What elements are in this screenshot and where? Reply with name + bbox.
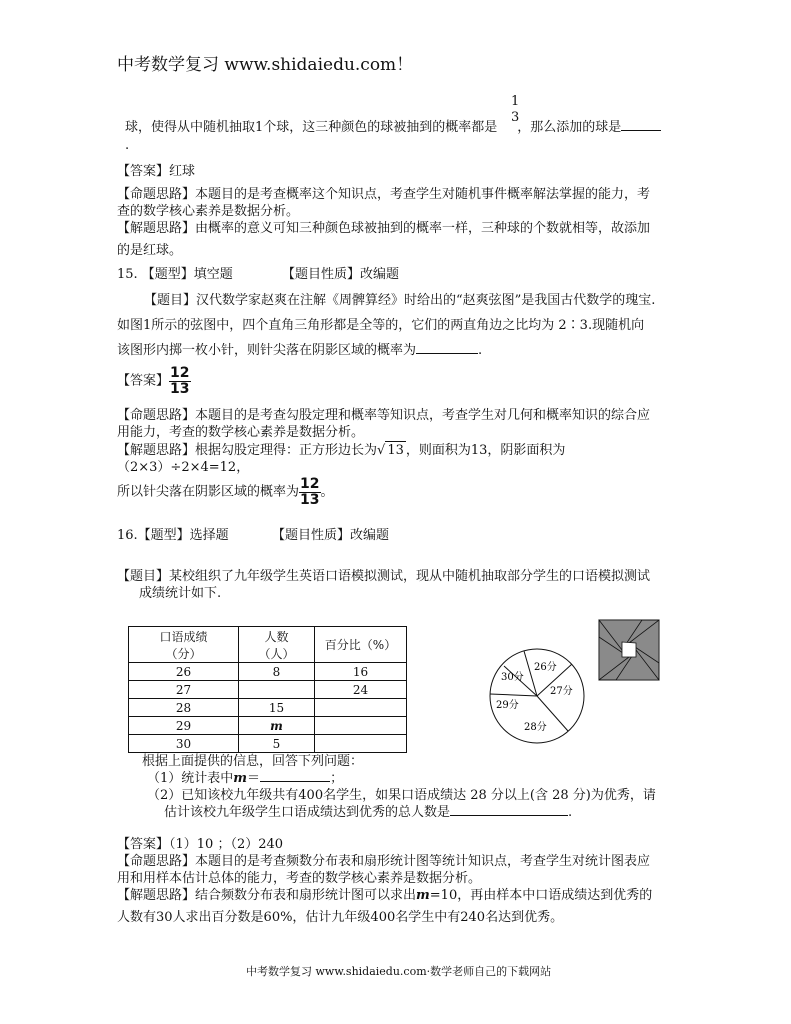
page-header: 中考数学复习 www.shidaiedu.com！ <box>117 55 414 75</box>
q14-line1: 球，使得从中随机抽取1个球，这三种颜色的球被抽到的概率都是 ，那么添加的球是 <box>125 119 661 137</box>
pie-label-28: 28分 <box>524 722 547 733</box>
q14-fraction: 1 3 <box>511 94 520 125</box>
pie-chart <box>482 646 592 746</box>
q16-stem-1: 【题目】某校组织了九年级学生英语口语模拟测试，现从中随机抽取部分学生的口语模拟测试 <box>117 569 651 584</box>
q15-idea-2: 用能力，考查的数学核心素养是数据分析。 <box>117 425 365 440</box>
q15-solve-1: 【解题思路】根据勾股定理得：正方形边长为√ 13 ，则面积为13，阴影面积为 <box>117 443 566 458</box>
q15-stem-2: 如图1所示的弦图中，四个直角三角形都是全等的，它们的两直角边之比均为 2∶3.现随机向 <box>117 318 645 333</box>
table-row: 27 24 <box>129 681 407 699</box>
q16-solve-2: 人数有30人求出百分数是60%，估计九年级400名学生中有240名达到优秀。 <box>117 910 564 925</box>
q14-idea-2: 查的数学核心素养是数据分析。 <box>117 204 300 219</box>
q16-part-2a: （2）已知该校九年级共有400名学生，如果口语成绩达 28 分以上(含 28 分)为优秀，请 <box>147 788 656 803</box>
table-header-score: 口语成绩 （分） <box>129 627 239 663</box>
q15-answer-blank <box>416 342 478 354</box>
q16-part2-blank <box>450 804 568 816</box>
q16-stem-2: 成绩统计如下. <box>139 586 222 601</box>
q15-answer: 【答案】 $\frac{12}{13}$ <box>117 365 190 397</box>
table-row: 30 5 <box>129 735 407 753</box>
pie-label-29: 29分 <box>496 700 519 711</box>
q15-stem-1: 【题目】汉代数学家赵爽在注解《周髀算经》时给出的“赵爽弦图”是我国古代数学的瑰宝. <box>144 293 656 308</box>
q15-solve-3: 所以针尖落在阴影区域的概率为 $\frac{12}{13}$ 。 <box>117 476 334 508</box>
q14-answer-blank <box>621 119 661 131</box>
pie-label-30: 30分 <box>501 672 524 683</box>
q15-stem-3: 该图形内掷一枚小针，则针尖落在阴影区域的概率为 . <box>117 343 483 358</box>
pie-label-27: 27分 <box>550 686 573 697</box>
score-table <box>128 626 407 753</box>
q15-nature: 【题目性质】改编题 <box>282 267 400 282</box>
table-row: 26 8 16 <box>129 663 407 681</box>
q14-idea-1: 【命题思路】本题目的是考查概率这个知识点，考查学生对随机事件概率解法掌握的能力，考 <box>117 187 651 202</box>
q16-idea-2: 用和用样本估计总体的能力，考查的数学核心素养是数据分析。 <box>117 871 482 886</box>
q16-part-2b: 估计该校九年级学生口语成绩达到优秀的总人数是 . <box>164 805 573 820</box>
zhao-shuang-diagram <box>598 619 660 681</box>
q16-head: 16.【题型】选择题 <box>117 528 229 543</box>
q14-line2: . <box>125 138 130 153</box>
q16-after: 根据上面提供的信息，回答下列问题： <box>142 754 364 769</box>
q15-idea-1: 【命题思路】本题目的是考查勾股定理和概率等知识点，考查学生对几何和概率知识的综合应 <box>117 408 651 423</box>
q16-part-1: （1）统计表中m＝ ； <box>147 771 344 786</box>
table-row: 29 m <box>129 717 407 735</box>
q16-solve-1: 【解题思路】结合频数分布表和扇形统计图可以求出m=10，再由样本中口语成绩达到优秀的 <box>117 888 653 903</box>
page-footer: 中考数学复习 www.shidaiedu.com·数学老师自己的下载网站 <box>246 965 552 978</box>
q15-head: 15. 【题型】填空题 <box>117 267 233 282</box>
pie-label-26: 26分 <box>534 662 557 673</box>
q16-idea-1: 【命题思路】本题目的是考查频数分布表和扇形统计图等统计知识点，考查学生对统计图表应 <box>117 854 651 869</box>
table-row: 28 15 <box>129 699 407 717</box>
q14-solve-2: 的是红球。 <box>117 243 183 258</box>
table-header-count: 人数 （人） <box>239 627 315 663</box>
q16-answer: 【答案】（1）10 ；（2）240 <box>117 837 284 852</box>
q16-part1-blank <box>260 770 330 782</box>
q16-nature: 【题目性质】改编题 <box>272 528 390 543</box>
table-header-percent: 百分比（%） <box>315 627 407 663</box>
q15-solve-2: （2×3）÷2×4=12， <box>117 460 250 475</box>
q14-solve-1: 【解题思路】由概率的意义可知三种颜色球被抽到的概率一样，三种球的个数就相等，故添加 <box>117 221 651 236</box>
q14-answer: 【答案】红球 <box>117 164 196 179</box>
